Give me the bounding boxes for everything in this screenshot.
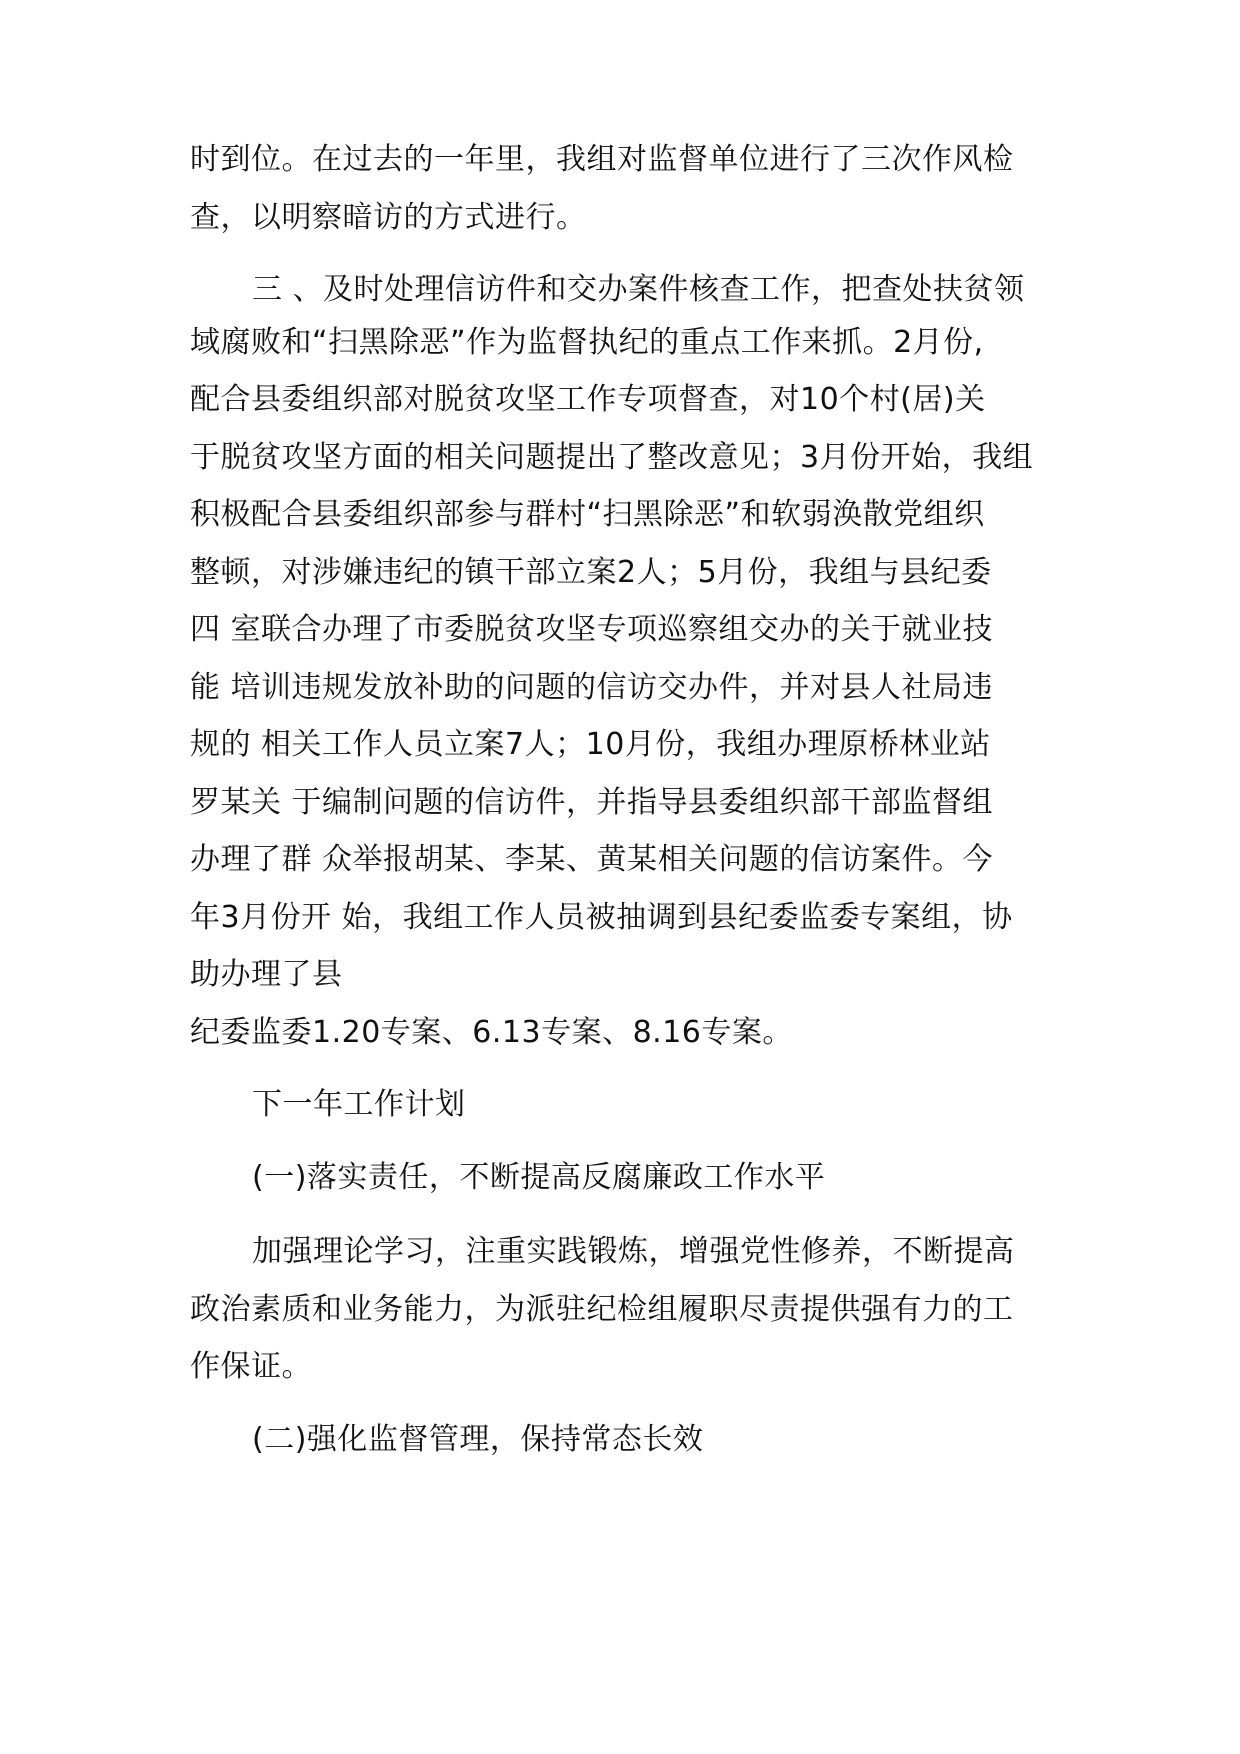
text-line: 配合县委组织部对脱贫攻坚工作专项督查，对10个村(居)关	[190, 382, 986, 417]
text-line: 作保证。	[190, 1349, 312, 1384]
text-line: 办理了群 众举报胡某、李某、黄某相关问题的信访案件。今	[190, 842, 994, 877]
text-line: 积极配合县委组织部参与群村“扫黑除恶”和软弱涣散党组织	[190, 497, 985, 532]
subsection-heading: (一)落实责任，不断提高反腐廉政工作水平	[252, 1160, 826, 1195]
text-line: 四 室联合办理了市委脱贫攻坚专项巡察组交办的关于就业技	[190, 612, 994, 647]
text-line: 政治素质和业务能力，为派驻纪检组履职尽责提供强有力的工	[190, 1292, 1014, 1327]
text-line: 规的 相关工作人员立案7人；10月份，我组办理原桥林业站	[190, 727, 991, 762]
text-line: 三 、及时处理信访件和交办案件核查工作，把查处扶贫领	[252, 272, 1025, 307]
text-line: 纪委监委1.20专案、6.13专案、8.16专案。	[190, 1015, 793, 1050]
text-line: 助办理了县	[190, 957, 343, 992]
text-line: 查，以明察暗访的方式进行。	[190, 200, 587, 235]
subsection-heading: (二)强化监督管理，保持常态长效	[252, 1422, 704, 1457]
section-heading: 下一年工作计划	[252, 1087, 466, 1122]
text-line: 域腐败和“扫黑除恶”作为监督执纪的重点工作来抓。2月份,	[190, 325, 984, 360]
text-line: 整顿，对涉嫌违纪的镇干部立案2人；5月份，我组与县纪委	[190, 555, 992, 590]
text-line: 能 培训违规发放补助的问题的信访交办件，并对县人社局违	[190, 670, 994, 705]
text-line: 时到位。在过去的一年里，我组对监督单位进行了三次作风检	[190, 142, 1014, 177]
text-line: 于脱贫攻坚方面的相关问题提出了整改意见；3月份开始，我组	[190, 440, 1034, 475]
text-line: 年3月份开 始，我组工作人员被抽调到县纪委监委专案组，协	[190, 900, 1013, 935]
text-line: 加强理论学习，注重实践锻炼，增强党性修养，不断提高	[252, 1234, 1015, 1269]
text-line: 罗某关 于编制问题的信访件，并指导县委组织部干部监督组	[190, 785, 994, 820]
